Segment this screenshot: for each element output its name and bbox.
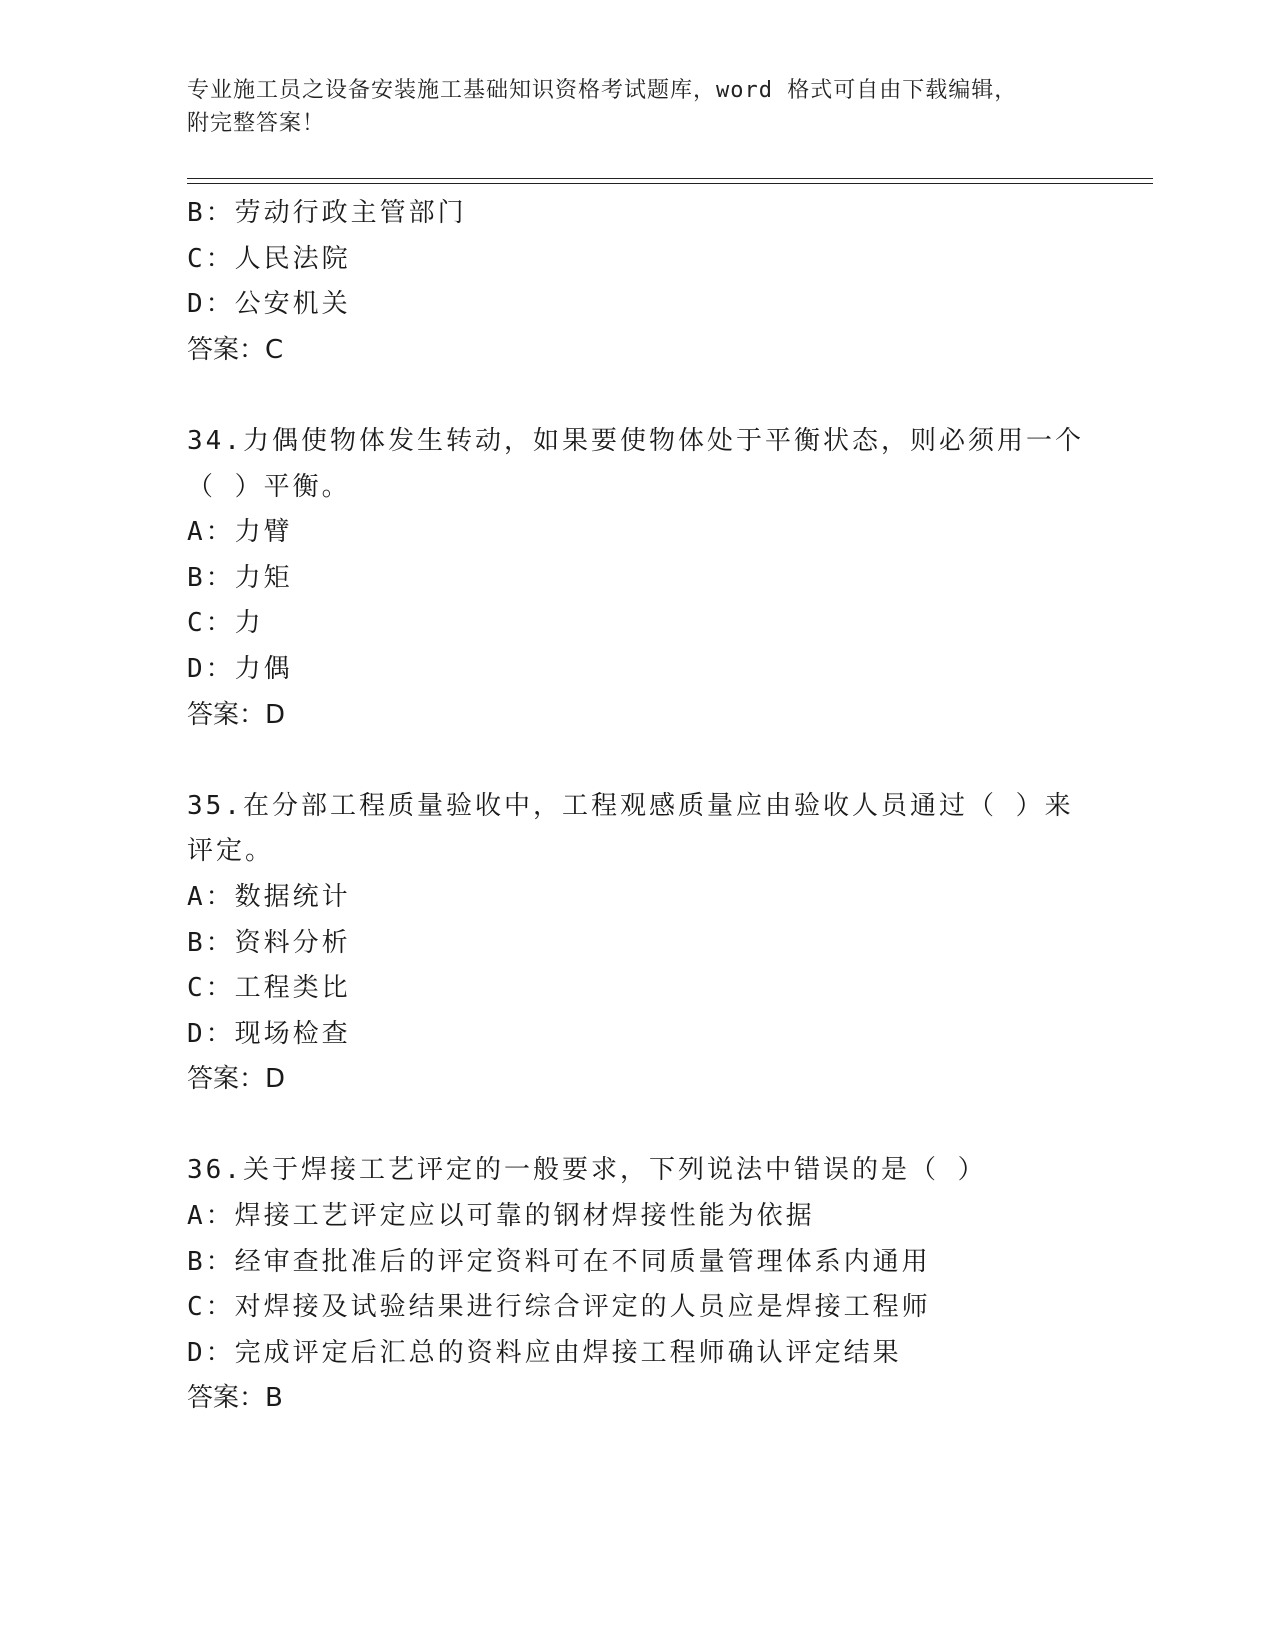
question-35 [187, 784, 1127, 1103]
document-header [187, 74, 1067, 140]
option-c: C：工程类比 [187, 973, 351, 1004]
answer-value: D [265, 699, 286, 730]
option-a: A：焊接工艺评定应以可靠的钢材焊接性能为依据 [187, 1201, 815, 1232]
header-divider-bottom [187, 183, 1153, 184]
spacer [187, 738, 1127, 784]
answer-label: 答案： [187, 699, 266, 730]
answer-label: 答案： [187, 1064, 266, 1095]
question-stem: 36.关于焊接工艺评定的一般要求，下列说法中错误的是（ ） [187, 1155, 987, 1186]
option-b: B：资料分析 [187, 927, 351, 958]
answer-line [187, 1057, 1127, 1103]
answer-line [187, 1376, 1127, 1422]
question-stem: 35.在分部工程质量验收中，工程观感质量应由验收人员通过（ ）来 [187, 790, 1074, 821]
option-b: B：力矩 [187, 562, 293, 593]
question-stem-continued: 评定。 [187, 836, 275, 867]
answer-value: C [265, 334, 284, 365]
question-34 [187, 419, 1127, 738]
option-d: D：现场检查 [187, 1018, 351, 1049]
spacer [187, 1103, 1127, 1149]
option-b: B：劳动行政主管部门 [187, 198, 467, 228]
answer-value: B [265, 1383, 283, 1414]
option-d: D：公安机关 [187, 289, 351, 320]
option-c: C：对焊接及试验结果进行综合评定的人员应是焊接工程师 [187, 1292, 931, 1323]
option-d: D：完成评定后汇总的资料应由焊接工程师确认评定结果 [187, 1337, 902, 1368]
question-36 [187, 1148, 1127, 1422]
answer-line [187, 328, 1127, 374]
option-a: A：数据统计 [187, 881, 351, 912]
question-33 [187, 191, 1127, 373]
option-c: C：人民法院 [187, 243, 351, 274]
question-stem: 34.力偶使物体发生转动，如果要使物体处于平衡状态，则必须用一个 [187, 425, 1084, 456]
spacer [187, 373, 1127, 419]
answer-line [187, 693, 1127, 739]
option-b: B：经审查批准后的评定资料可在不同质量管理体系内通用 [187, 1246, 931, 1277]
header-line-2: 附完整答案！ [187, 111, 326, 136]
option-c: C：力 [187, 608, 264, 639]
answer-label: 答案： [187, 334, 266, 365]
answer-value: D [265, 1064, 286, 1095]
header-line-1: 专业施工员之设备安装施工基础知识资格考试题库，word 格式可自由下载编辑， [187, 78, 1018, 103]
option-d: D：力偶 [187, 653, 293, 684]
answer-label: 答案： [187, 1383, 266, 1414]
header-divider-top [187, 178, 1153, 179]
question-stem-continued: （ ）平衡。 [187, 471, 351, 502]
option-a: A：力臂 [187, 517, 293, 548]
question-list [187, 191, 1127, 1422]
